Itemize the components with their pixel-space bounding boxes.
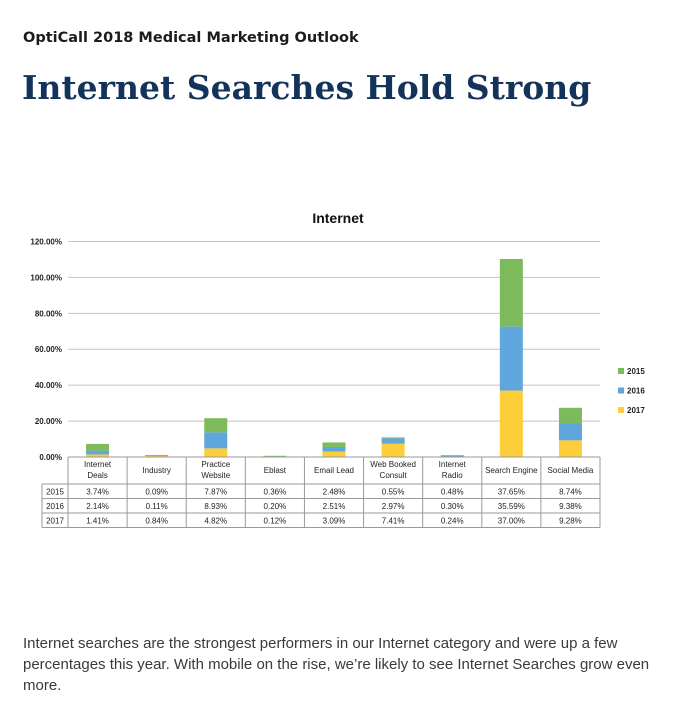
table-cell-value: 0.11% bbox=[145, 502, 168, 511]
bar-2015-eblast bbox=[263, 456, 286, 457]
bar-2016-email-lead bbox=[323, 447, 346, 452]
table-cell-value: 8.74% bbox=[559, 487, 582, 497]
table-cell-value: 0.36% bbox=[263, 487, 287, 497]
bar-2015-email-lead bbox=[323, 442, 346, 446]
x-category-label: Social Media bbox=[547, 466, 594, 475]
bar-2015-web-booked-consult bbox=[382, 437, 405, 438]
page-title: Internet Searches Hold Strong bbox=[22, 68, 592, 107]
bar-2017-email-lead bbox=[323, 451, 346, 457]
table-cell-value: 8.93% bbox=[204, 502, 228, 511]
table-cell-value: 37.00% bbox=[497, 516, 525, 526]
x-category-label: Radio bbox=[441, 471, 463, 480]
table-cell-value: 0.20% bbox=[263, 502, 287, 511]
y-tick-label: 100.00% bbox=[30, 273, 62, 283]
legend-swatch-2017 bbox=[618, 407, 624, 413]
legend-label-2017: 2017 bbox=[627, 406, 645, 415]
x-category-label: Industry bbox=[142, 466, 171, 475]
x-category-label: Search Engine bbox=[485, 466, 538, 475]
table-cell-value: 37.65% bbox=[497, 487, 525, 497]
y-tick-label: 60.00% bbox=[34, 345, 62, 355]
table-cell-value: 0.48% bbox=[440, 487, 464, 497]
table-cell-value: 0.09% bbox=[145, 487, 169, 497]
x-category-label: Eblast bbox=[263, 466, 287, 475]
chart-title: Internet bbox=[312, 210, 364, 226]
bar-2015-industry bbox=[145, 455, 168, 456]
table-cell-value: 7.87% bbox=[204, 487, 228, 497]
table-cell-value: 2.51% bbox=[322, 502, 346, 511]
bar-2016-practice-website bbox=[204, 432, 227, 448]
table-cell-value: 1.41% bbox=[86, 516, 109, 526]
table-cell-value: 2.14% bbox=[86, 502, 109, 511]
table-cell-value: 3.74% bbox=[86, 487, 109, 497]
x-category-label: Deals bbox=[87, 471, 108, 480]
bar-2015-practice-website bbox=[204, 418, 227, 432]
table-cell-value: 4.82% bbox=[204, 516, 228, 526]
y-tick-label: 80.00% bbox=[34, 309, 62, 319]
y-tick-label: 120.00% bbox=[30, 237, 62, 247]
table-cell-value: 0.12% bbox=[263, 516, 287, 526]
bar-2017-social-media bbox=[559, 440, 582, 457]
table-cell-value: 35.59% bbox=[497, 502, 525, 511]
table-row-label: 2017 bbox=[46, 516, 64, 526]
legend-swatch-2016 bbox=[618, 388, 624, 394]
table-cell-value: 0.30% bbox=[440, 502, 464, 511]
y-tick-label: 0.00% bbox=[39, 453, 62, 462]
bar-2017-search-engine bbox=[500, 391, 523, 457]
table-cell-value: 0.24% bbox=[440, 516, 464, 526]
table-cell-value: 7.41% bbox=[381, 516, 405, 526]
bar-2016-web-booked-consult bbox=[382, 438, 405, 443]
bar-2016-internet-deals bbox=[86, 451, 109, 455]
table-cell-value: 0.55% bbox=[381, 487, 405, 497]
x-category-label: Website bbox=[201, 471, 231, 480]
x-category-label: Consult bbox=[379, 471, 407, 480]
table-cell-value: 9.38% bbox=[559, 502, 582, 511]
bar-2015-search-engine bbox=[500, 259, 523, 327]
report-kicker: OptiCall 2018 Medical Marketing Outlook bbox=[23, 30, 359, 46]
x-category-label: Email Lead bbox=[313, 466, 355, 475]
x-category-label: Practice bbox=[201, 460, 231, 469]
bar-2016-social-media bbox=[559, 423, 582, 440]
legend-label-2016: 2016 bbox=[627, 386, 645, 396]
y-tick-label: 40.00% bbox=[34, 381, 62, 391]
bar-2016-search-engine bbox=[500, 327, 523, 391]
table-row-label: 2015 bbox=[46, 487, 64, 497]
bar-2015-social-media bbox=[559, 408, 582, 424]
bar-2017-web-booked-consult bbox=[382, 444, 405, 457]
table-cell-value: 2.97% bbox=[381, 502, 405, 511]
table-cell-value: 0.84% bbox=[145, 516, 169, 526]
legend-label-2015: 2015 bbox=[627, 367, 645, 376]
bar-2017-practice-website bbox=[204, 448, 227, 457]
summary-paragraph: Internet searches are the strongest performers in our Internet category and were up a few percentages this year. With mobile on the rise, we’re likely to see Internet Searches grow even more. bbox=[23, 635, 650, 694]
table-row-label: 2016 bbox=[46, 502, 64, 511]
table-cell-value: 3.09% bbox=[322, 516, 346, 526]
bar-2015-internet-deals bbox=[86, 444, 109, 451]
x-category-label: Internet bbox=[438, 460, 466, 469]
table-cell-value: 9.28% bbox=[559, 516, 582, 526]
table-cell-value: 2.48% bbox=[322, 487, 346, 497]
y-tick-label: 20.00% bbox=[34, 417, 62, 427]
legend-swatch-2015 bbox=[618, 368, 624, 374]
bar-2015-internet-radio bbox=[441, 455, 464, 456]
x-category-label: Web Booked bbox=[370, 460, 416, 469]
x-category-label: Internet bbox=[83, 460, 112, 469]
